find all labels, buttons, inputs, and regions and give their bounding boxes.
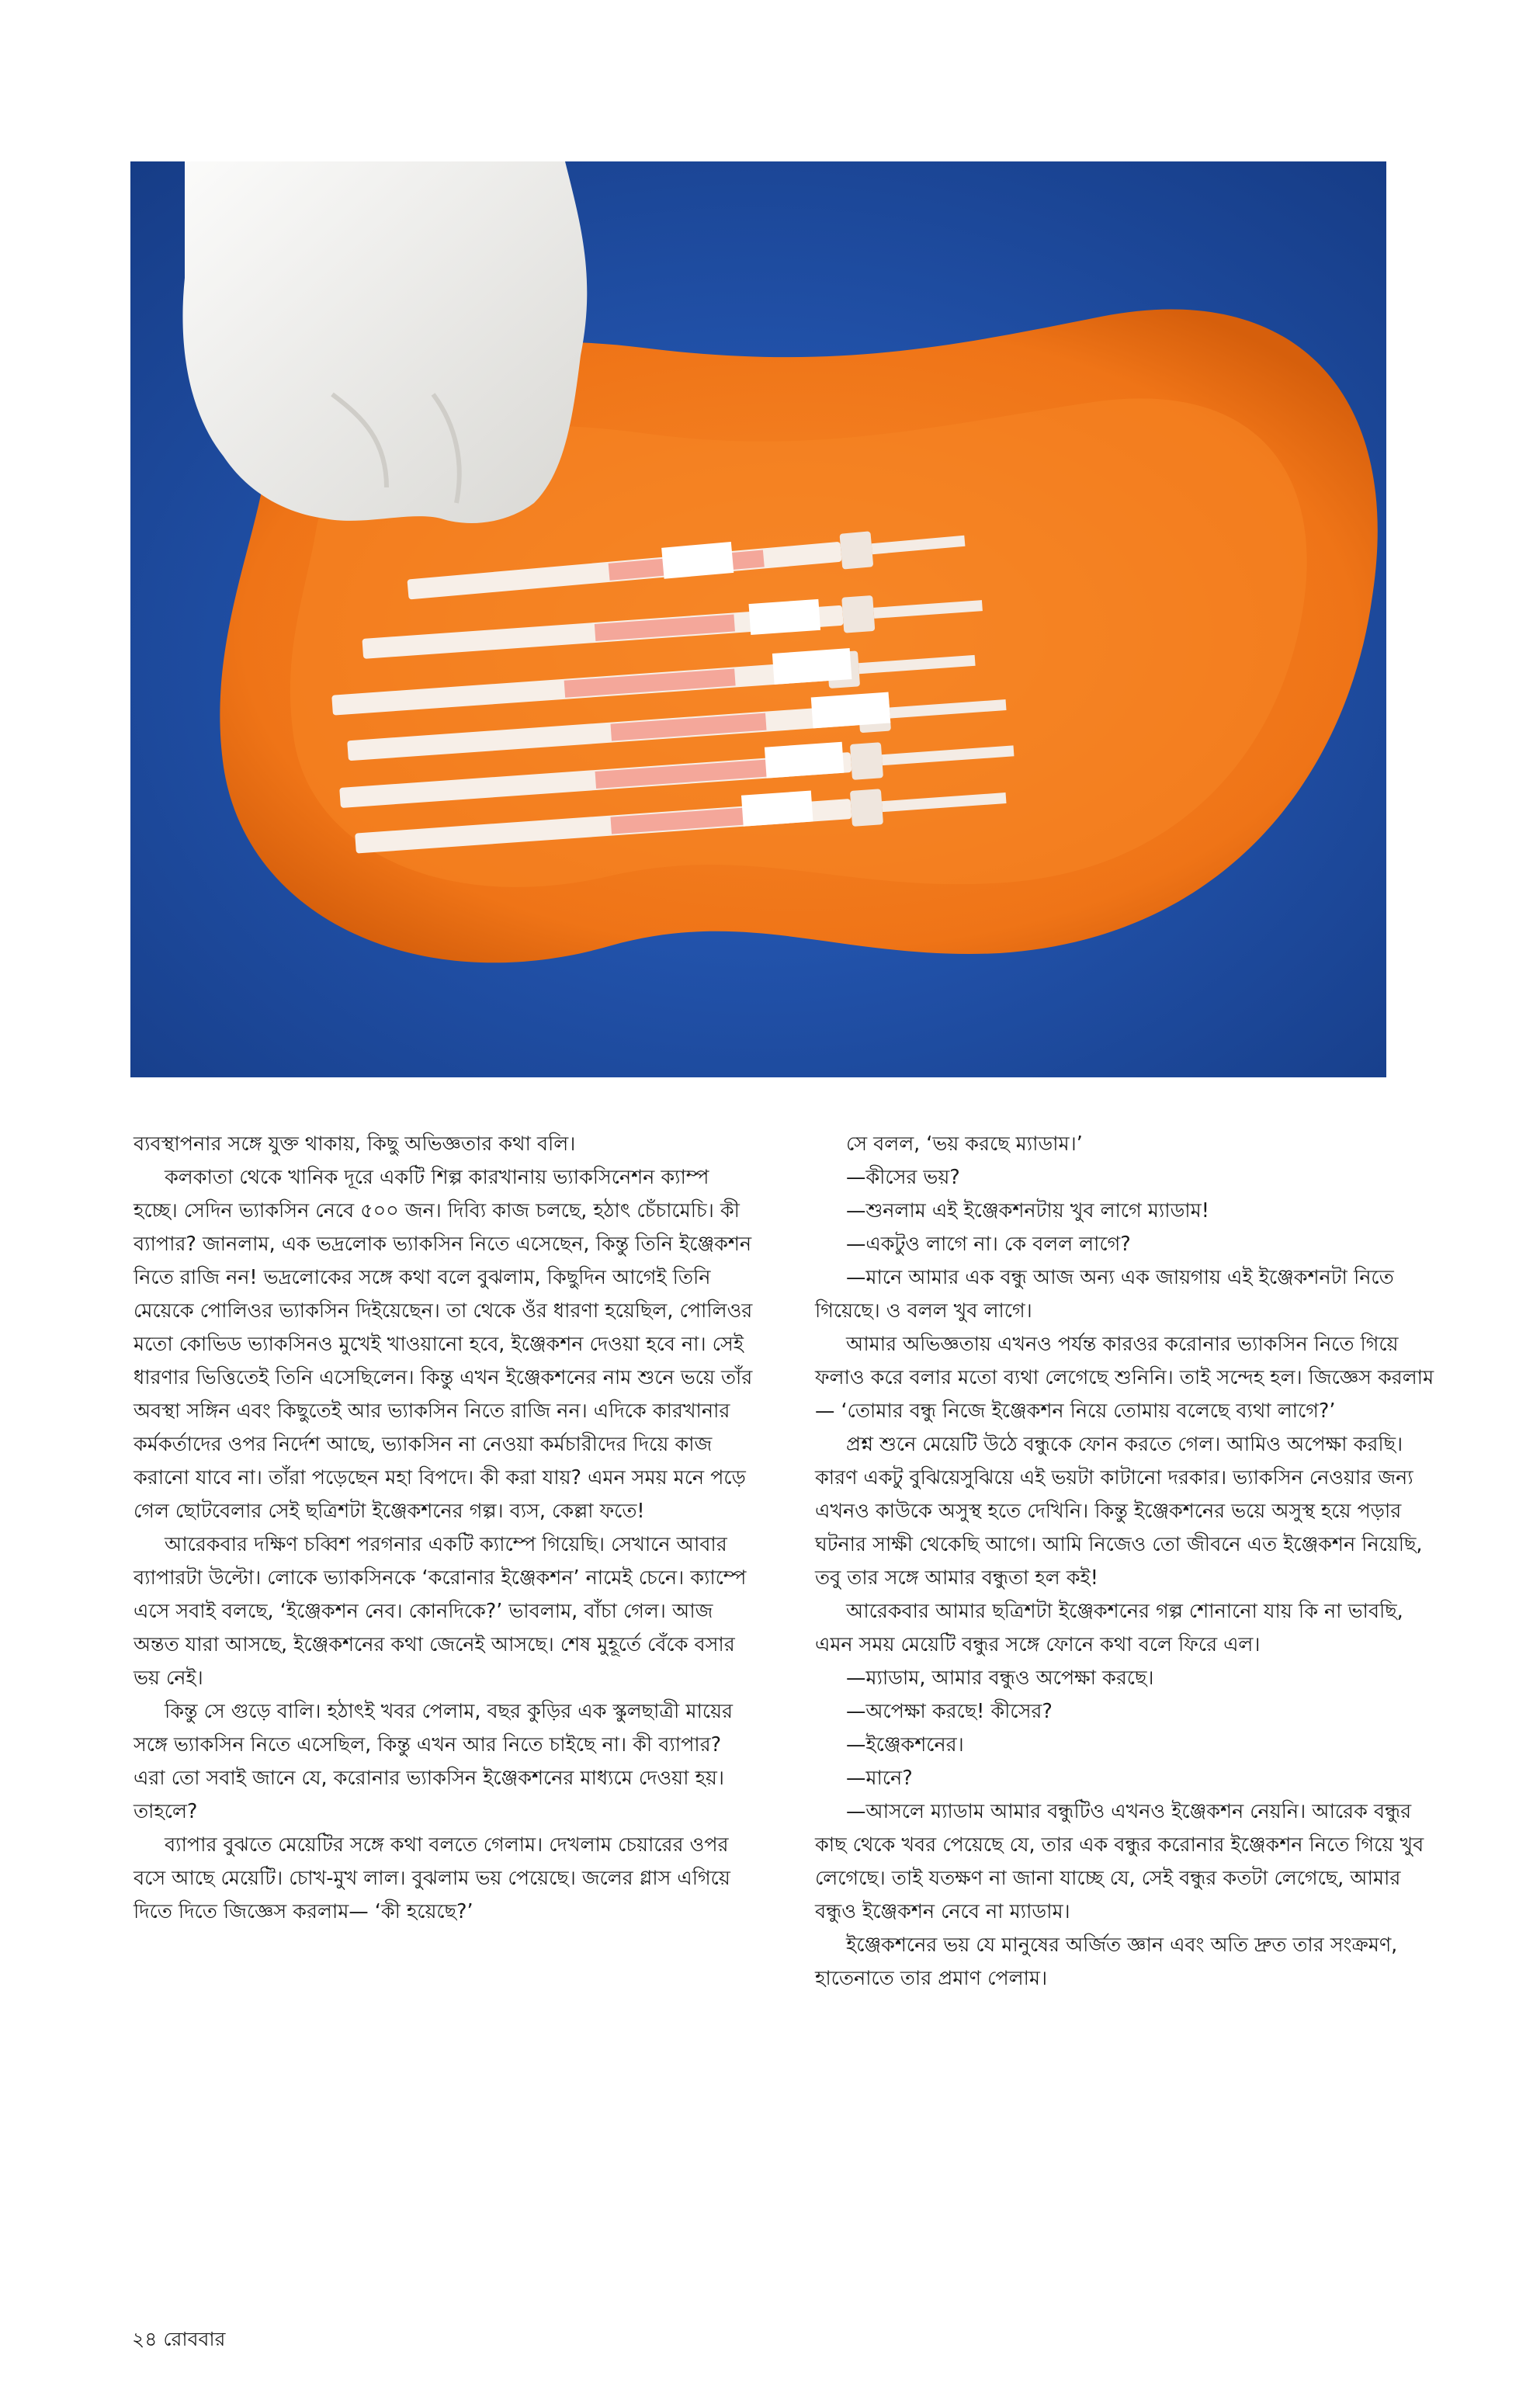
paragraph: কিন্তু সে গুড়ে বালি। হঠাৎই খবর পেলাম, বছর কুড়ির এক স্কুলছাত্রী মায়ের সঙ্গে ভ্যাকসিন নিতে এসেছিল, কিন্তু এখন আর নিতে চাইছে না। কী ব্যাপার? এরা তো সবাই জানে যে, করোনার ভ্যাকসিন ইঞ্জেকশনের মাধ্যমে দেওয়া হয়। তাহলে? xyxy=(134,1699,733,1822)
left-column xyxy=(134,1127,754,1928)
right-column xyxy=(815,1127,1436,1995)
dialogue-line: —ইঞ্জেকশনের। xyxy=(846,1732,964,1756)
paragraph: সে বলল, ‘ভয় করছে ম্যাডাম।’ xyxy=(846,1132,1083,1155)
paragraph: ব্যাপার বুঝতে মেয়েটির সঙ্গে কথা বলতে গেলাম। দেখলাম চেয়ারের ওপর বসে আছে মেয়েটি। চোখ-মুখ লাল। বুঝলাম ভয় পেয়েছে। জলের গ্লাস এগিয়ে দিতে দিতে জিজ্ঞেস করলাম— ‘কী হয়েছে?’ xyxy=(134,1833,730,1923)
syringes-tray-image xyxy=(130,161,1386,1077)
dialogue-line: —আসলে ম্যাডাম আমার বন্ধুটিও এখনও ইঞ্জেকশন নেয়নি। আরেক বন্ধুর কাছ থেকে খবর পেয়েছে যে, তার এক বন্ধুর করোনার ইঞ্জেকশন নিতে গিয়ে খুব লেগেছে। তাই যতক্ষণ না জানা যাচ্ছে যে, সেই বন্ধুর কতটা লেগেছে, আমার বন্ধুও ইঞ্জেকশন নেবে না ম্যাডাম। xyxy=(815,1799,1424,1923)
dialogue-line: —অপেক্ষা করছে! কীসের? xyxy=(846,1699,1053,1722)
dialogue-line: —ম্যাডাম, আমার বন্ধুও অপেক্ষা করছে। xyxy=(846,1666,1154,1689)
paragraph: আরেকবার আমার ছত্রিশটা ইঞ্জেকশনের গল্প শোনানো যায় কি না ভাবছি, এমন সময় মেয়েটি বন্ধুর সঙ্গে ফোনে কথা বলে ফিরে এল। xyxy=(815,1599,1403,1656)
paragraph: কলকাতা থেকে খানিক দূরে একটি শিল্প কারখানায় ভ্যাকসিনেশন ক্যাম্প হচ্ছে। সেদিন ভ্যাকসিন নেবে ৫০০ জন। দিব্যি কাজ চলছে, হঠাৎ চেঁচামেচি। কী ব্যাপার? জানলাম, এক ভদ্রলোক ভ্যাকসিন নিতে এসেছেন, কিন্তু তিনি ইঞ্জেকশন নিতে রাজি নন! ভদ্রলোকের সঙ্গে কথা বলে বুঝলাম, কিছুদিন আগেই তিনি মেয়েকে পোলিওর ভ্যাকসিন দিইয়েছেন। তা থেকে ওঁর ধারণা হয়েছিল, পোলিওর মতো কোভিড ভ্যাকসিনও মুখেই খাওয়ানো হবে, ইঞ্জেকশন দেওয়া হবে না। সেই ধারণার ভিত্তিতেই তিনি এসেছিলেন। কিন্তু এখন ইঞ্জেকশনের নাম শুনে ভয়ে তাঁর অবস্থা সঙ্গিন এবং কিছুতেই আর ভ্যাকসিন নিতে রাজি নন। এদিকে কারখানার কর্মকর্তাদের ওপর নির্দেশ আছে, ভ্যাকসিন না নেওয়া কর্মচারীদের দিয়ে কাজ করানো যাবে না। তাঁরা পড়েছেন মহা বিপদে। কী করা যায়? এমন সময় মনে পড়ে গেল ছোটবেলার সেই ছত্রিশটা ইঞ্জেকশনের গল্প। ব্যস, কেল্লা ফতে! xyxy=(134,1165,753,1522)
dialogue-line: —কীসের ভয়? xyxy=(846,1165,960,1188)
article-photo xyxy=(130,161,1386,1077)
dialogue-line: —একটুও লাগে না। কে বলল লাগে? xyxy=(846,1232,1131,1255)
paragraph: ইঞ্জেকশনের ভয় যে মানুষের অর্জিত জ্ঞান এবং অতি দ্রুত তার সংক্রমণ, হাতেনাতে তার প্রমাণ পেলাম। xyxy=(815,1933,1398,1989)
page-folio: ২৪ রোববার xyxy=(132,2328,226,2350)
paragraph: প্রশ্ন শুনে মেয়েটি উঠে বন্ধুকে ফোন করতে গেল। আমিও অপেক্ষা করছি। কারণ একটু বুঝিয়েসুঝিয়ে এই ভয়টা কাটানো দরকার। ভ্যাকসিন নেওয়ার জন্য এখনও কাউকে অসুস্থ হতে দেখিনি। কিন্তু ইঞ্জেকশনের ভয়ে অসুস্থ হয়ে পড়ার ঘটনার সাক্ষী থেকেছি আগে। আমি নিজেও তো জীবনে এত ইঞ্জেকশন নিয়েছি, তবু তার সঙ্গে আমার বন্ধুতা হল কই! xyxy=(815,1432,1423,1589)
paragraph: আরেকবার দক্ষিণ চব্বিশ পরগনার একটি ক্যাম্পে গিয়েছি। সেখানে আবার ব্যাপারটা উল্টো। লোকে ভ্যাকসিনকে ‘করোনার ইঞ্জেকশন’ নামেই চেনে। ক্যাম্পে এসে সবাই বলছে, ‘ইঞ্জেকশন নেব। কোনদিকে?’ ভাবলাম, বাঁচা গেল। আজ অন্তত যারা আসছে, ইঞ্জেকশনের কথা জেনেই আসছে। শেষ মুহূর্তে বেঁকে বসার ভয় নেই। xyxy=(134,1532,747,1689)
dialogue-line: —শুনলাম এই ইঞ্জেকশনটায় খুব লাগে ম্যাডাম! xyxy=(846,1198,1209,1222)
dialogue-line: —মানে? xyxy=(846,1766,913,1789)
paragraph: আমার অভিজ্ঞতায় এখনও পর্যন্ত কারওর করোনার ভ্যাকসিন নিতে গিয়ে ফলাও করে বলার মতো ব্যথা লেগেছে শুনিনি। তাই সন্দেহ হল। জিজ্ঞেস করলাম— ‘তোমার বন্ধু নিজে ইঞ্জেকশন নিয়ে তোমায় বলেছে ব্যথা লাগে?’ xyxy=(815,1332,1434,1422)
paragraph: ব্যবস্থাপনার সঙ্গে যুক্ত থাকায়, কিছু অভিজ্ঞতার কথা বলি। xyxy=(134,1132,576,1155)
dialogue-line: —মানে আমার এক বন্ধু আজ অন্য এক জায়গায় এই ইঞ্জেকশনটা নিতে গিয়েছে। ও বলল খুব লাগে। xyxy=(815,1265,1394,1322)
